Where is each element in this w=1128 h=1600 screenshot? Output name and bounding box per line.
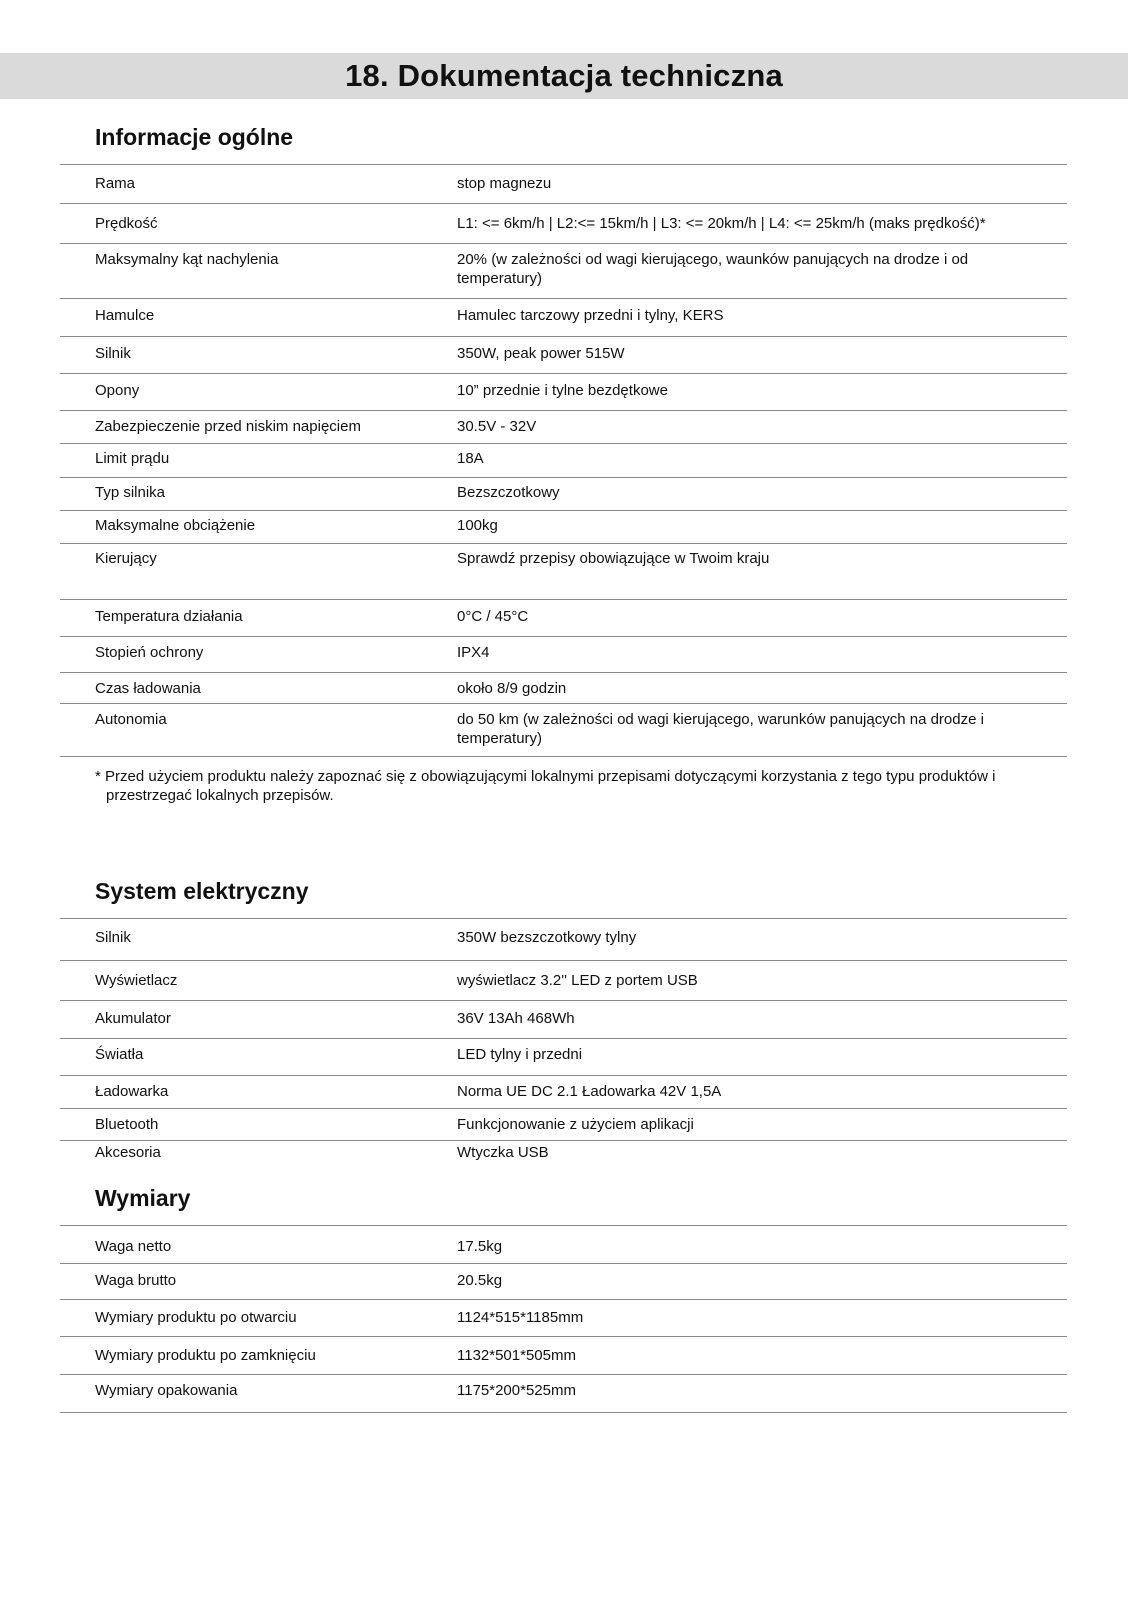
row-label: Stopień ochrony: [95, 644, 204, 661]
table-row: [60, 165, 1067, 204]
page-title: 18. Dokumentacja techniczna: [345, 58, 783, 93]
row-label: Światła: [95, 1046, 144, 1063]
row-label: Rama: [95, 175, 136, 192]
row-value: 1124*515*1185mm: [457, 1309, 584, 1326]
row-value: Bezszczotkowy: [457, 484, 560, 501]
row-value: Norma UE DC 2.1 Ładowarka 42V 1,5A: [457, 1083, 722, 1100]
row-value: 100kg: [457, 517, 498, 534]
table-row: [60, 374, 1067, 411]
table-row: [60, 1039, 1067, 1076]
row-label: Maksymalny kąt nachylenia: [95, 251, 279, 268]
row-label: Zabezpieczenie przed niskim napięciem: [95, 418, 361, 435]
table-row: [60, 444, 1067, 478]
table-row: [60, 961, 1067, 1001]
table-row: [60, 1337, 1067, 1375]
row-value: 0°C / 45°C: [457, 608, 529, 625]
row-label: Kierujący: [95, 550, 157, 567]
row-label: Maksymalne obciążenie: [95, 517, 256, 534]
row-value: stop magnezu: [457, 175, 552, 192]
row-label: Czas ładowania: [95, 680, 201, 697]
row-value: LED tylny i przedni: [457, 1046, 583, 1063]
table-row: [60, 478, 1067, 511]
row-label: Wymiary produktu po zamknięciu: [95, 1347, 316, 1364]
table-row: [60, 1226, 1067, 1264]
row-label: Wymiary produktu po otwarciu: [95, 1309, 297, 1326]
row-value: 18A: [457, 450, 484, 467]
row-value: wyświetlacz 3.2'' LED z portem USB: [457, 972, 698, 989]
row-label: Wyświetlacz: [95, 972, 178, 989]
row-value: 20% (w zależności od wagi kierującego, waunków panujących na drodze i od temperatury): [457, 251, 969, 287]
table-row: [60, 1264, 1067, 1300]
row-value: około 8/9 godzin: [457, 680, 567, 697]
table-row: [60, 511, 1067, 544]
table-row: [60, 1001, 1067, 1039]
table-row: [60, 919, 1067, 961]
table-row: [60, 1300, 1067, 1337]
row-value: L1: <= 6km/h | L2:<= 15km/h | L3: <= 20km/h | L4: <= 25km/h (maks prędkość)*: [457, 215, 986, 232]
table-row: [60, 1076, 1067, 1109]
row-label: Limit prądu: [95, 450, 170, 467]
row-value: do 50 km (w zależności od wagi kierującego, warunków panujących na drodze i temperatury): [457, 711, 984, 747]
row-value: Funkcjonowanie z użyciem aplikacji: [457, 1116, 694, 1133]
row-value: Wtyczka USB: [457, 1144, 549, 1161]
row-value: 17.5kg: [457, 1238, 503, 1255]
table-row: [60, 544, 1067, 600]
row-label: Ładowarka: [95, 1083, 169, 1100]
table-row: [60, 411, 1067, 444]
table-row: [60, 673, 1067, 704]
dimensions-table: [60, 1225, 1067, 1413]
row-value: 1175*200*525mm: [457, 1382, 576, 1399]
row-label: Silnik: [95, 929, 131, 946]
table-row: [60, 299, 1067, 337]
footnote: * Przed użyciem produktu należy zapoznać się z obowiązującymi lokalnymi przepisami dotyczącymi korzystania z tego typu produktów i przestrzegać lokalnych przepisów.: [95, 768, 996, 804]
row-label: Akumulator: [95, 1010, 171, 1027]
row-label: Prędkość: [95, 215, 158, 232]
table-row: [60, 1375, 1067, 1413]
row-value: 10” przednie i tylne bezdętkowe: [457, 382, 668, 399]
row-label: Bluetooth: [95, 1116, 159, 1133]
row-label: Silnik: [95, 345, 131, 362]
row-value: 20.5kg: [457, 1272, 503, 1289]
table-row: [60, 204, 1067, 244]
electrical-system-table: [60, 918, 1067, 1167]
row-label: Autonomia: [95, 711, 167, 728]
page-title-bar: [0, 53, 1128, 99]
row-label: Hamulce: [95, 307, 155, 324]
row-value: Hamulec tarczowy przedni i tylny, KERS: [457, 307, 724, 324]
row-label: Temperatura działania: [95, 608, 243, 625]
row-value: 30.5V - 32V: [457, 418, 537, 435]
section-heading-dimensions: Wymiary: [95, 1185, 191, 1211]
table-row: [60, 1109, 1067, 1141]
general-info-table: [60, 164, 1067, 757]
section-heading-electrical: System elektryczny: [95, 878, 309, 904]
row-label: Waga brutto: [95, 1272, 177, 1289]
row-value: 350W bezszczotkowy tylny: [457, 929, 637, 946]
row-value: 350W, peak power 515W: [457, 345, 625, 362]
row-value: IPX4: [457, 644, 490, 661]
table-row: [60, 637, 1067, 673]
table-row: [60, 704, 1067, 757]
row-value: 36V 13Ah 468Wh: [457, 1010, 575, 1027]
row-label: Waga netto: [95, 1238, 172, 1255]
row-value: 1132*501*505mm: [457, 1347, 576, 1364]
table-row: [60, 1141, 1067, 1167]
table-row: [60, 337, 1067, 374]
row-label: Opony: [95, 382, 140, 399]
row-label: Akcesoria: [95, 1144, 161, 1161]
row-label: Wymiary opakowania: [95, 1382, 238, 1399]
table-row: [60, 600, 1067, 637]
table-row: [60, 244, 1067, 299]
row-value: Sprawdź przepisy obowiązujące w Twoim kraju: [457, 550, 770, 567]
row-label: Typ silnika: [95, 484, 166, 501]
section-heading-general: Informacje ogólne: [95, 124, 294, 150]
